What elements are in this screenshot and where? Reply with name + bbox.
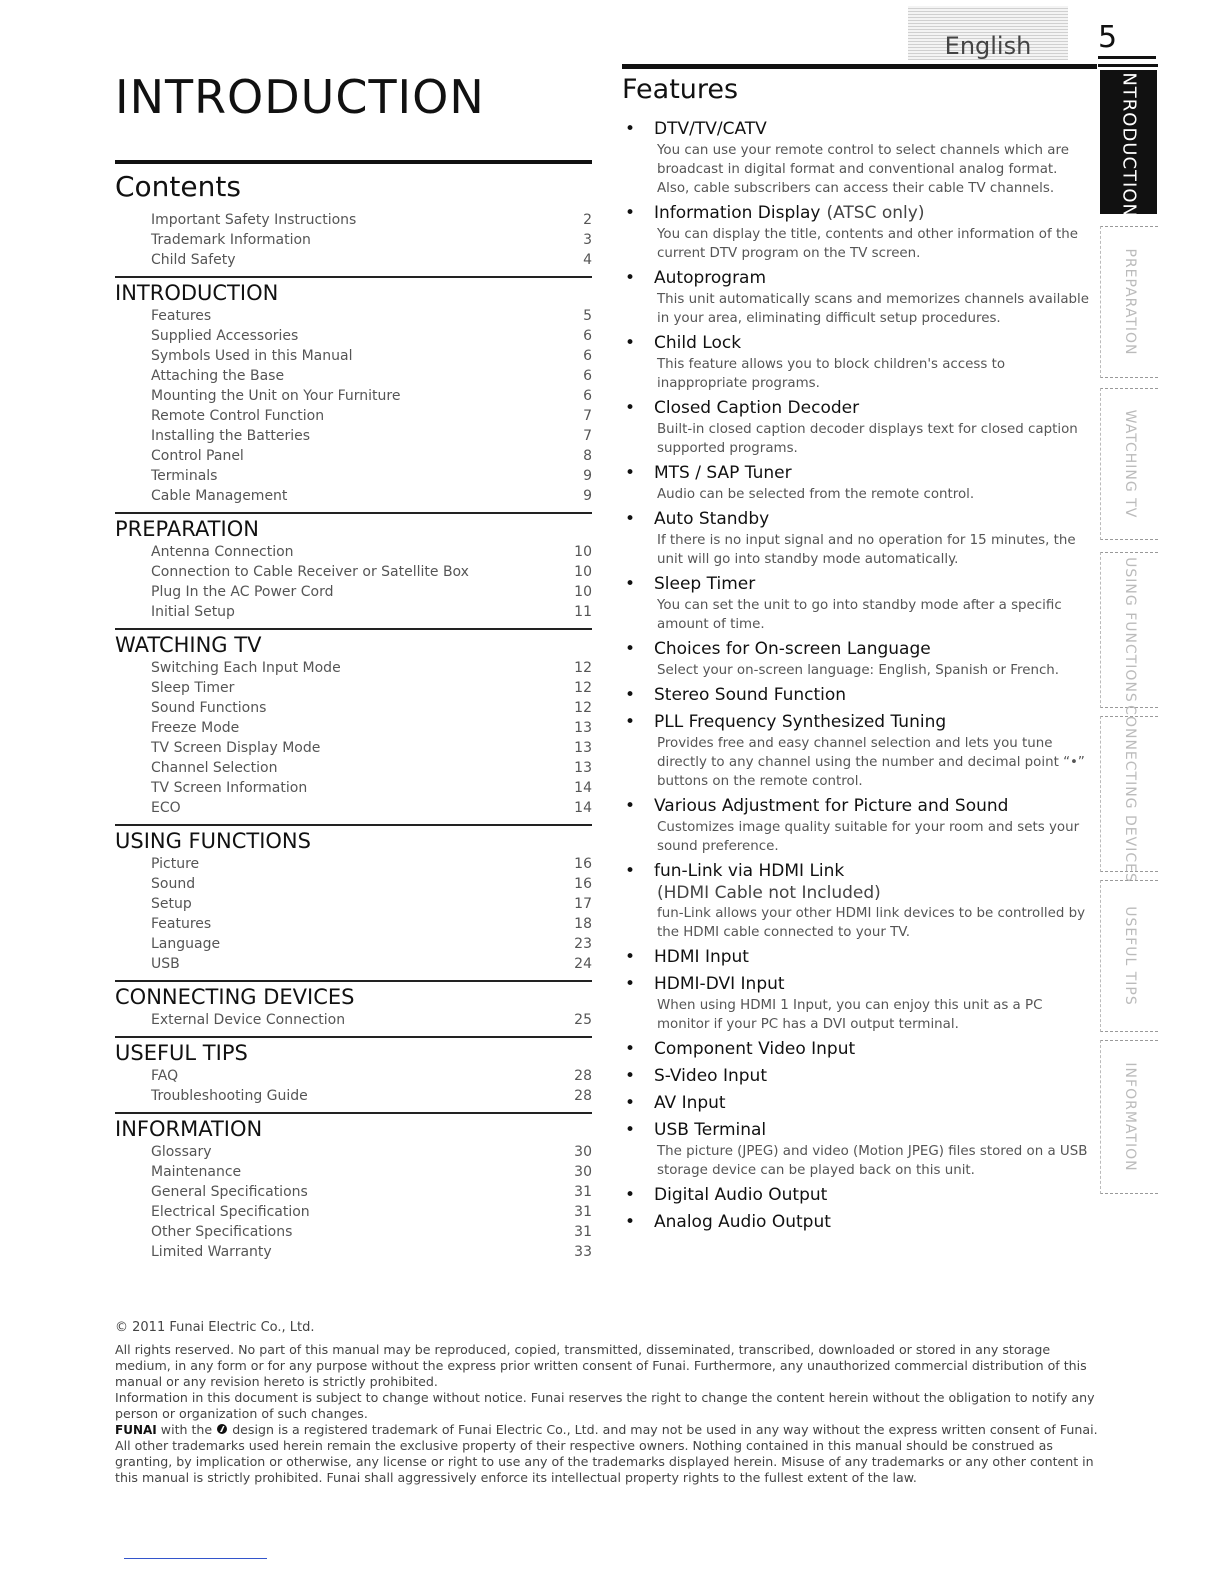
toc-entry[interactable] (115, 446, 592, 466)
bullet-icon: • (625, 574, 636, 594)
toc-entry-label: Channel Selection (151, 760, 278, 776)
toc-entry-page: 30 (574, 1144, 592, 1160)
toc-section-heading[interactable]: USEFUL TIPS (115, 1036, 592, 1066)
feature-item (622, 1092, 1092, 1115)
toc-entry-label: General Specifications (151, 1184, 308, 1200)
feature-name: Information Display (654, 203, 821, 223)
toc-entry[interactable] (115, 486, 592, 506)
funai-logo: FUNAI (115, 1423, 157, 1437)
side-tab-label: USING FUNCTIONS (1121, 557, 1138, 703)
feature-item (622, 462, 1092, 504)
bullet-icon: • (625, 333, 636, 353)
feature-heading (622, 638, 1092, 661)
feature-name: HDMI Input (654, 947, 749, 967)
page-number-rule (1098, 56, 1156, 59)
toc-entry-label: Remote Control Function (151, 408, 325, 424)
toc-entry-page: 6 (583, 328, 592, 344)
toc-entry-label: Child Safety (151, 252, 236, 268)
toc-entry-page: 5 (583, 308, 592, 324)
toc-entry-page: 14 (574, 800, 592, 816)
toc-section (115, 276, 592, 506)
feature-name: Component Video Input (654, 1039, 856, 1059)
side-tab-label: INTRODUCTION (1118, 66, 1139, 218)
feature-item (622, 1065, 1092, 1088)
feature-description: fun-Link allows your other HDMI link devices to be controlled by the HDMI cable connected to your TV. (657, 906, 1086, 940)
feature-heading (622, 860, 1092, 883)
toc-entry-page: 31 (574, 1224, 592, 1240)
toc-entry-label: Attaching the Base (151, 368, 285, 384)
feature-name: fun-Link via HDMI Link (654, 861, 845, 881)
toc-entry-page: 12 (574, 700, 592, 716)
toc-section (115, 980, 592, 1030)
bullet-icon: • (625, 861, 636, 881)
feature-heading (622, 1119, 1092, 1142)
feature-heading (622, 202, 1092, 225)
feature-item (622, 202, 1092, 263)
feature-item (622, 711, 1092, 791)
toc-entry[interactable] (115, 894, 592, 914)
toc-entry[interactable] (115, 658, 592, 678)
feature-item (622, 860, 1092, 942)
feature-item (622, 638, 1092, 680)
toc-entry-label: Sound (151, 876, 196, 892)
feature-heading (622, 711, 1092, 734)
toc-entry[interactable] (115, 406, 592, 426)
toc-section (115, 1112, 592, 1262)
toc-entry-label: Glossary (151, 1144, 212, 1160)
feature-description: The picture (JPEG) and video (Motion JPEG) files stored on a USB storage device can be played back on this unit. (657, 1144, 1088, 1178)
feature-item (622, 508, 1092, 569)
toc-entry-label: Features (151, 916, 212, 932)
feature-item (622, 973, 1092, 1034)
toc-intro-list (115, 210, 592, 270)
feature-item (622, 118, 1092, 198)
feature-item (622, 1119, 1092, 1180)
toc-entry-page: 17 (574, 896, 592, 912)
toc-entry[interactable] (115, 426, 592, 446)
feature-heading (622, 946, 1092, 969)
side-tab-useful-tips[interactable] (1100, 880, 1158, 1032)
toc-entry[interactable] (115, 1242, 592, 1262)
feature-name: S-Video Input (654, 1066, 767, 1086)
feature-description: Select your on-screen language: English, Spanish or French. (657, 663, 1060, 678)
feature-heading (622, 397, 1092, 420)
toc-entry-page: 2 (583, 212, 592, 228)
title-rule (115, 160, 592, 164)
trademark-notice (115, 1422, 1100, 1486)
toc-entry-label: Freeze Mode (151, 720, 240, 736)
toc-entry[interactable] (115, 250, 592, 270)
toc-section-heading[interactable]: PREPARATION (115, 512, 592, 542)
toc-entry-page: 14 (574, 780, 592, 796)
toc-entry-page: 23 (574, 936, 592, 952)
side-tab-introduction[interactable] (1100, 66, 1157, 218)
feature-item (622, 1184, 1092, 1207)
toc-entry-page: 16 (574, 876, 592, 892)
toc-entry[interactable] (115, 934, 592, 954)
page-number: 5 (1098, 20, 1118, 55)
feature-heading (622, 973, 1092, 996)
language-label: English (908, 6, 1068, 60)
toc-entry[interactable] (115, 326, 592, 346)
feature-item (622, 332, 1092, 393)
feature-name: Auto Standby (654, 509, 770, 529)
bullet-icon: • (625, 1039, 636, 1059)
toc-entry-label: Connection to Cable Receiver or Satellite Box (151, 564, 469, 580)
toc-entry-page: 8 (583, 448, 592, 464)
feature-description: Audio can be selected from the remote control. (657, 487, 975, 502)
toc-entry-label: Maintenance (151, 1164, 242, 1180)
toc-entry-label: Symbols Used in this Manual (151, 348, 353, 364)
toc-entry-label: Language (151, 936, 221, 952)
toc-entry-label: Plug In the AC Power Cord (151, 584, 334, 600)
feature-heading (622, 462, 1092, 485)
toc-section-heading[interactable]: INTRODUCTION (115, 276, 592, 306)
feature-description: Customizes image quality suitable for your room and sets your sound preference. (657, 820, 1080, 854)
toc-entry[interactable] (115, 1086, 592, 1106)
toc-entry-label: FAQ (151, 1068, 179, 1084)
change-notice: Information in this document is subject to change without notice. Funai reserves the right to change the content herein without the obligation to notify any person or organization of such changes. (115, 1390, 1095, 1421)
feature-description: Built-in closed caption decoder displays text for closed caption supported programs. (657, 422, 1078, 456)
toc-entry-page: 10 (574, 564, 592, 580)
bullet-icon: • (625, 1185, 636, 1205)
side-tab-connecting-devices[interactable] (1100, 705, 1158, 883)
toc-entry-page: 30 (574, 1164, 592, 1180)
bullet-icon: • (625, 509, 636, 529)
toc-entry-page: 12 (574, 660, 592, 676)
feature-heading (622, 1038, 1092, 1061)
toc-entry-page: 31 (574, 1184, 592, 1200)
side-tab-label: CONNECTING DEVICES (1121, 705, 1138, 883)
toc-entry-page: 13 (574, 720, 592, 736)
toc-entry[interactable] (115, 306, 592, 326)
side-tab-watching-tv[interactable] (1100, 388, 1158, 540)
toc-entry[interactable] (115, 758, 592, 778)
toc-entry-page: 6 (583, 348, 592, 364)
trademark-text-b: design is a registered trademark of Funai Electric Co., Ltd. and may not be used in any way without the express written consent of Funai. All other trademarks used herein remain the exclusive property of their respective owners. Nothing contained in this manual should be construed as granting, by implication or otherwise, any license or right to use any of the trademarks displayed herein. Misuse of any trademarks or any other content in this manual is strictly prohibited. Funai shall aggressively enforce its intellectual property rights to the fullest extent of the law. (115, 1422, 1098, 1485)
feature-name: Autoprogram (654, 268, 767, 288)
toc-entry-label: Features (151, 308, 212, 324)
feature-name: Choices for On-screen Language (654, 639, 931, 659)
feature-item (622, 573, 1092, 634)
toc-entry-page: 9 (583, 468, 592, 484)
toc-entry-label: Setup (151, 896, 192, 912)
toc-entry[interactable] (115, 1202, 592, 1222)
toc-section (115, 512, 592, 622)
feature-heading (622, 573, 1092, 596)
toc-entry[interactable] (115, 1142, 592, 1162)
toc-entry-page: 10 (574, 544, 592, 560)
toc-section-heading[interactable]: INFORMATION (115, 1112, 592, 1142)
feature-name: HDMI-DVI Input (654, 974, 785, 994)
bullet-icon: • (625, 685, 636, 705)
toc-entry-label: Sound Functions (151, 700, 267, 716)
toc-entry-page: 7 (583, 408, 592, 424)
feature-item (622, 1211, 1092, 1234)
feature-heading (622, 332, 1092, 355)
toc-entry[interactable] (115, 386, 592, 406)
toc-entry[interactable] (115, 210, 592, 230)
toc-entry[interactable] (115, 678, 592, 698)
toc-entry-label: Important Safety Instructions (151, 212, 357, 228)
toc-entry[interactable] (115, 874, 592, 894)
toc-entry-label: USB (151, 956, 180, 972)
side-tab-label: USEFUL TIPS (1121, 906, 1138, 1006)
toc-entry[interactable] (115, 562, 592, 582)
toc-entry-page: 12 (574, 680, 592, 696)
toc-entry[interactable] (115, 718, 592, 738)
toc-entry-label: External Device Connection (151, 1012, 346, 1028)
header-rule (622, 64, 1097, 69)
feature-item (622, 795, 1092, 856)
feature-name: Various Adjustment for Picture and Sound (654, 796, 1009, 816)
feature-name: MTS / SAP Tuner (654, 463, 792, 483)
toc-entry-page: 24 (574, 956, 592, 972)
toc-entry-label: Control Panel (151, 448, 244, 464)
toc-entry[interactable] (115, 346, 592, 366)
toc-entry[interactable] (115, 778, 592, 798)
toc-entry-page: 6 (583, 368, 592, 384)
side-tab-label: PREPARATION (1121, 248, 1138, 356)
feature-name: Stereo Sound Function (654, 685, 847, 705)
toc-section (115, 628, 592, 818)
toc-entry-page: 10 (574, 584, 592, 600)
toc-entry[interactable] (115, 466, 592, 486)
trademark-text-a: with the (160, 1422, 213, 1437)
toc-entry-page: 16 (574, 856, 592, 872)
bullet-icon: • (625, 796, 636, 816)
toc-entry-label: Trademark Information (151, 232, 311, 248)
bullet-icon: • (625, 1066, 636, 1086)
feature-note: (HDMI Cable not Included) (657, 883, 881, 903)
feature-heading (622, 267, 1092, 290)
toc-entry-page: 31 (574, 1204, 592, 1220)
toc-entry-page: 13 (574, 760, 592, 776)
feature-description: You can use your remote control to select channels which are broadcast in digital format and conventional analog format. Also, cable subscribers can access their cable TV channels. (657, 143, 1069, 196)
toc-entry-label: Initial Setup (151, 604, 235, 620)
toc-entry-label: Switching Each Input Mode (151, 660, 341, 676)
feature-description: If there is no input signal and no operation for 15 minutes, the unit will go into standby mode automatically. (657, 533, 1076, 567)
bullet-icon: • (625, 639, 636, 659)
feature-name: Closed Caption Decoder (654, 398, 860, 418)
bullet-icon: • (625, 712, 636, 732)
feature-item (622, 1038, 1092, 1061)
feature-heading (622, 795, 1092, 818)
feature-heading (622, 118, 1092, 141)
feature-qualifier: (ATSC only) (826, 203, 925, 223)
side-tab-information[interactable] (1100, 1040, 1158, 1194)
toc-entry-page: 6 (583, 388, 592, 404)
feature-heading (622, 508, 1092, 531)
feature-description: This feature allows you to block children's access to inappropriate programs. (657, 357, 1006, 391)
feature-item (622, 684, 1092, 707)
feature-description: You can set the unit to go into standby mode after a specific amount of time. (657, 598, 1062, 632)
feature-heading (622, 1211, 1092, 1234)
feature-heading (622, 1092, 1092, 1115)
toc-entry-label: Limited Warranty (151, 1244, 272, 1260)
toc-entry[interactable] (115, 1162, 592, 1182)
feature-name: PLL Frequency Synthesized Tuning (654, 712, 947, 732)
feature-name: Sleep Timer (654, 574, 756, 594)
footer (115, 1320, 1100, 1486)
toc-entry-page: 7 (583, 428, 592, 444)
toc-section (115, 1036, 592, 1106)
bullet-icon: • (625, 268, 636, 288)
toc-entry-label: Sleep Timer (151, 680, 235, 696)
feature-name: AV Input (654, 1093, 726, 1113)
toc-entry[interactable] (115, 582, 592, 602)
feature-name: Digital Audio Output (654, 1185, 828, 1205)
toc-section-heading[interactable]: USING FUNCTIONS (115, 824, 592, 854)
toc-section-heading[interactable]: CONNECTING DEVICES (115, 980, 592, 1010)
toc-entry-label: Picture (151, 856, 200, 872)
toc-entry[interactable] (115, 1066, 592, 1086)
page-title: INTRODUCTION (115, 70, 485, 124)
feature-name: DTV/TV/CATV (654, 119, 767, 139)
toc-entry-page: 9 (583, 488, 592, 504)
toc-entry-page: 13 (574, 740, 592, 756)
feature-description: Provides free and easy channel selection and lets you tune directly to any channel using the number and decimal point “•” buttons on the remote control. (657, 736, 1085, 789)
bullet-icon: • (625, 1212, 636, 1232)
toc-entry-label: TV Screen Information (151, 780, 308, 796)
toc-entry-label: Cable Management (151, 488, 288, 504)
funai-design-icon (216, 1423, 228, 1435)
toc-entry-label: Terminals (151, 468, 218, 484)
toc-entry-page: 11 (574, 604, 592, 620)
feature-heading (622, 1184, 1092, 1207)
rights-notice: All rights reserved. No part of this manual may be reproduced, copied, transmitted, disseminated, transcribed, downloaded or stored in any storage medium, in any form or for any purpose without the express prior written consent of Funai. Furthermore, any unauthorized commercial distribution of this manual or any revision hereto is strictly prohibited. (115, 1342, 1087, 1389)
side-tab-label: WATCHING TV (1121, 409, 1138, 519)
toc-entry[interactable] (115, 854, 592, 874)
feature-item (622, 946, 1092, 969)
bullet-icon: • (625, 398, 636, 418)
toc-entry[interactable] (115, 954, 592, 974)
toc-entry-label: Installing the Batteries (151, 428, 310, 444)
side-tab-label: INFORMATION (1121, 1062, 1138, 1172)
toc-entry[interactable] (115, 698, 592, 718)
toc-entry-page: 18 (574, 916, 592, 932)
contents-title: Contents (115, 170, 241, 203)
toc-entry-label: Troubleshooting Guide (151, 1088, 308, 1104)
toc-section (115, 824, 592, 974)
toc-section-heading[interactable]: WATCHING TV (115, 628, 592, 658)
side-tab-using-functions[interactable] (1100, 552, 1158, 708)
toc-entry-label: Mounting the Unit on Your Furniture (151, 388, 401, 404)
toc-entry-label: Other Specifications (151, 1224, 293, 1240)
toc-entry[interactable] (115, 1182, 592, 1202)
feature-item (622, 397, 1092, 458)
toc-entry-label: Antenna Connection (151, 544, 294, 560)
feature-name: USB Terminal (654, 1120, 767, 1140)
bullet-icon: • (625, 119, 636, 139)
toc-entry-page: 4 (583, 252, 592, 268)
toc-entry[interactable] (115, 798, 592, 818)
toc-entry-page: 28 (574, 1088, 592, 1104)
toc-entry-label: Electrical Specification (151, 1204, 310, 1220)
toc-sections (115, 276, 592, 1262)
toc-entry[interactable] (115, 602, 592, 622)
feature-description: You can display the title, contents and other information of the current DTV program on the TV screen. (657, 227, 1078, 261)
toc-entry[interactable] (115, 230, 592, 250)
bullet-icon: • (625, 203, 636, 223)
bullet-icon: • (625, 1120, 636, 1140)
toc-entry-page: 3 (583, 232, 592, 248)
bottom-link-rule (124, 1558, 267, 1559)
bullet-icon: • (625, 1093, 636, 1113)
features-list (622, 118, 1092, 1238)
feature-name: Child Lock (654, 333, 742, 353)
toc-entry-page: 28 (574, 1068, 592, 1084)
toc-entry-label: Supplied Accessories (151, 328, 299, 344)
feature-description: When using HDMI 1 Input, you can enjoy this unit as a PC monitor if your PC has a DVI output terminal. (657, 998, 1043, 1032)
feature-name: Analog Audio Output (654, 1212, 831, 1232)
feature-description: This unit automatically scans and memorizes channels available in your area, eliminating difficult setup procedures. (657, 292, 1089, 326)
feature-heading (622, 684, 1092, 707)
toc-entry[interactable] (115, 366, 592, 386)
toc-entry[interactable] (115, 1010, 592, 1030)
toc-entry[interactable] (115, 738, 592, 758)
toc-entry-page: 25 (574, 1012, 592, 1028)
toc-entry[interactable] (115, 542, 592, 562)
bullet-icon: • (625, 947, 636, 967)
toc-entry-label: ECO (151, 800, 181, 816)
toc-entry[interactable] (115, 914, 592, 934)
toc-entry[interactable] (115, 1222, 592, 1242)
copyright: © 2011 Funai Electric Co., Ltd. (115, 1320, 315, 1335)
side-tab-preparation[interactable] (1100, 226, 1158, 378)
toc-entry-page: 33 (574, 1244, 592, 1260)
bullet-icon: • (625, 463, 636, 483)
feature-heading (622, 1065, 1092, 1088)
toc-entry-label: TV Screen Display Mode (151, 740, 321, 756)
bullet-icon: • (625, 974, 636, 994)
features-title: Features (622, 74, 739, 105)
table-of-contents (115, 210, 592, 1262)
feature-item (622, 267, 1092, 328)
